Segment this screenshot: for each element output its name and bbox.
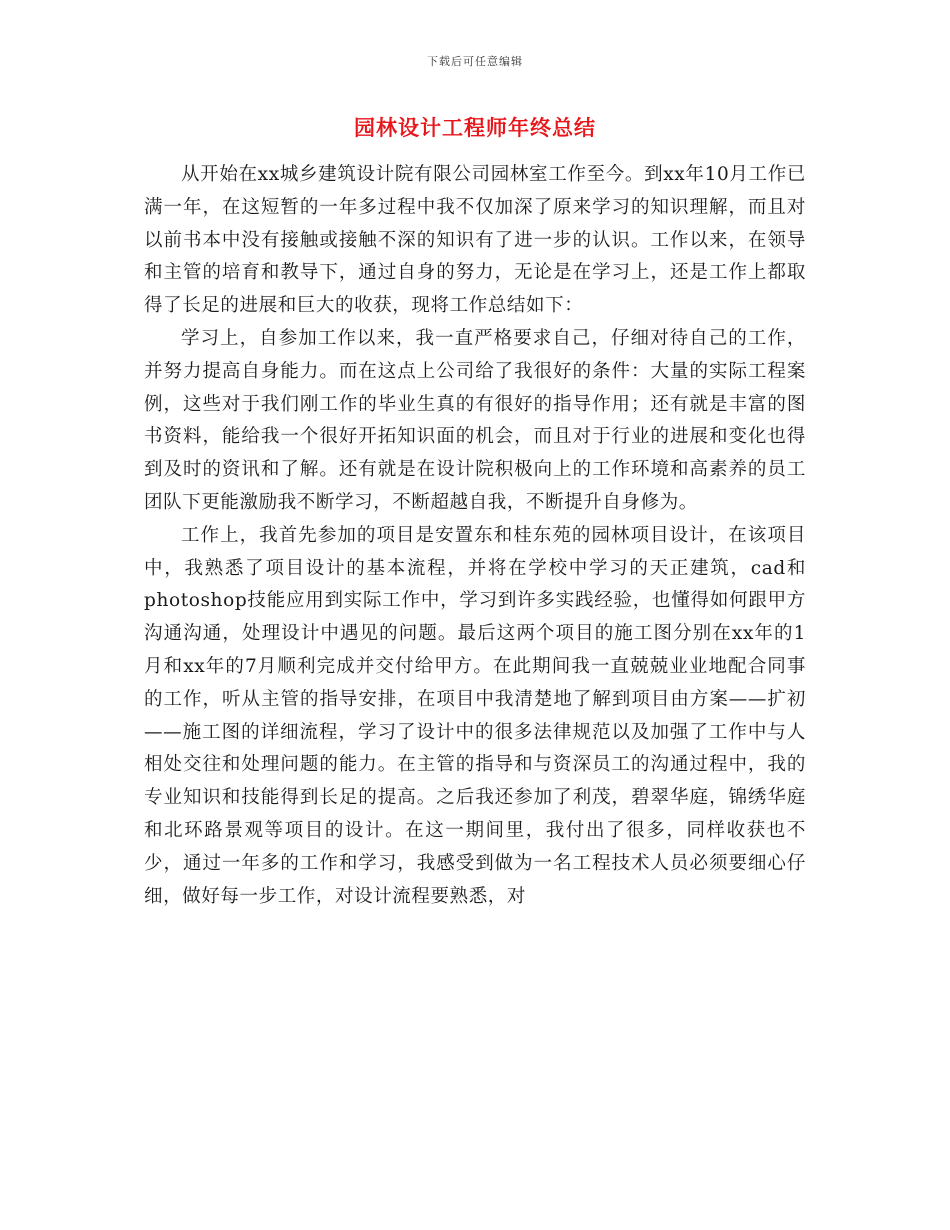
paragraph-2: 学习上，自参加工作以来，我一直严格要求自己，仔细对待自己的工作，并努力提高自身能力。而在这点上公司给了我很好的条件：大量的实际工程案例，这些对于我们刚工作的毕业生真的有很好的指导作用；还有就是丰富的图书资料，能给我一个很好开拓知识面的机会，而且对于行业的进展和变化也得到及时的资讯和了解。还有就是在设计院积极向上的工作环境和高素养的员工团队下更能激励我不断学习，不断超越自我，不断提升自身修为。 <box>144 327 806 513</box>
paragraph-1: 从开始在xx城乡建筑设计院有限公司园林室工作至今。到xx年10月工作已满一年，在这短暂的一年多过程中我不仅加深了原来学习的知识理解，而且对以前书本中没有接触或接触不深的知识有了进一步的认识。工作以来，在领导和主管的培育和教导下，通过自身的努力，无论是在学习上，还是工作上都取得了长足的进展和巨大的收获，现将工作总结如下： <box>144 164 806 317</box>
document-body <box>144 159 806 913</box>
paragraph-3: 工作上，我首先参加的项目是安置东和桂东苑的园林项目设计，在该项目中，我熟悉了项目设计的基本流程，并将在学校中学习的天正建筑，cad和photoshop技能应用到实际工作中，学习到许多实践经验，也懂得如何跟甲方沟通沟通，处理设计中遇见的问题。最后这两个项目的施工图分别在xx年的1月和xx年的7月顺利完成并交付给甲方。在此期间我一直兢兢业业地配合同事的工作，听从主管的指导安排，在项目中我清楚地了解到项目由方案——扩初——施工图的详细流程，学习了设计中的很多法律规范以及加强了工作中与人相处交往和处理问题的能力。在主管的指导和与资深员工的沟通过程中，我的专业知识和技能得到长足的提高。之后我还参加了利茂，碧翠华庭，锦绣华庭和北环路景观等项目的设计。在这一期间里，我付出了很多，同样收获也不少，通过一年多的工作和学习，我感受到做为一名工程技术人员必须要细心仔细，做好每一步工作，对设计流程要熟悉，对 <box>144 524 806 907</box>
header-note: 下载后可任意编辑 <box>427 55 523 68</box>
document-title: 园林设计工程师年终总结 <box>354 115 596 140</box>
